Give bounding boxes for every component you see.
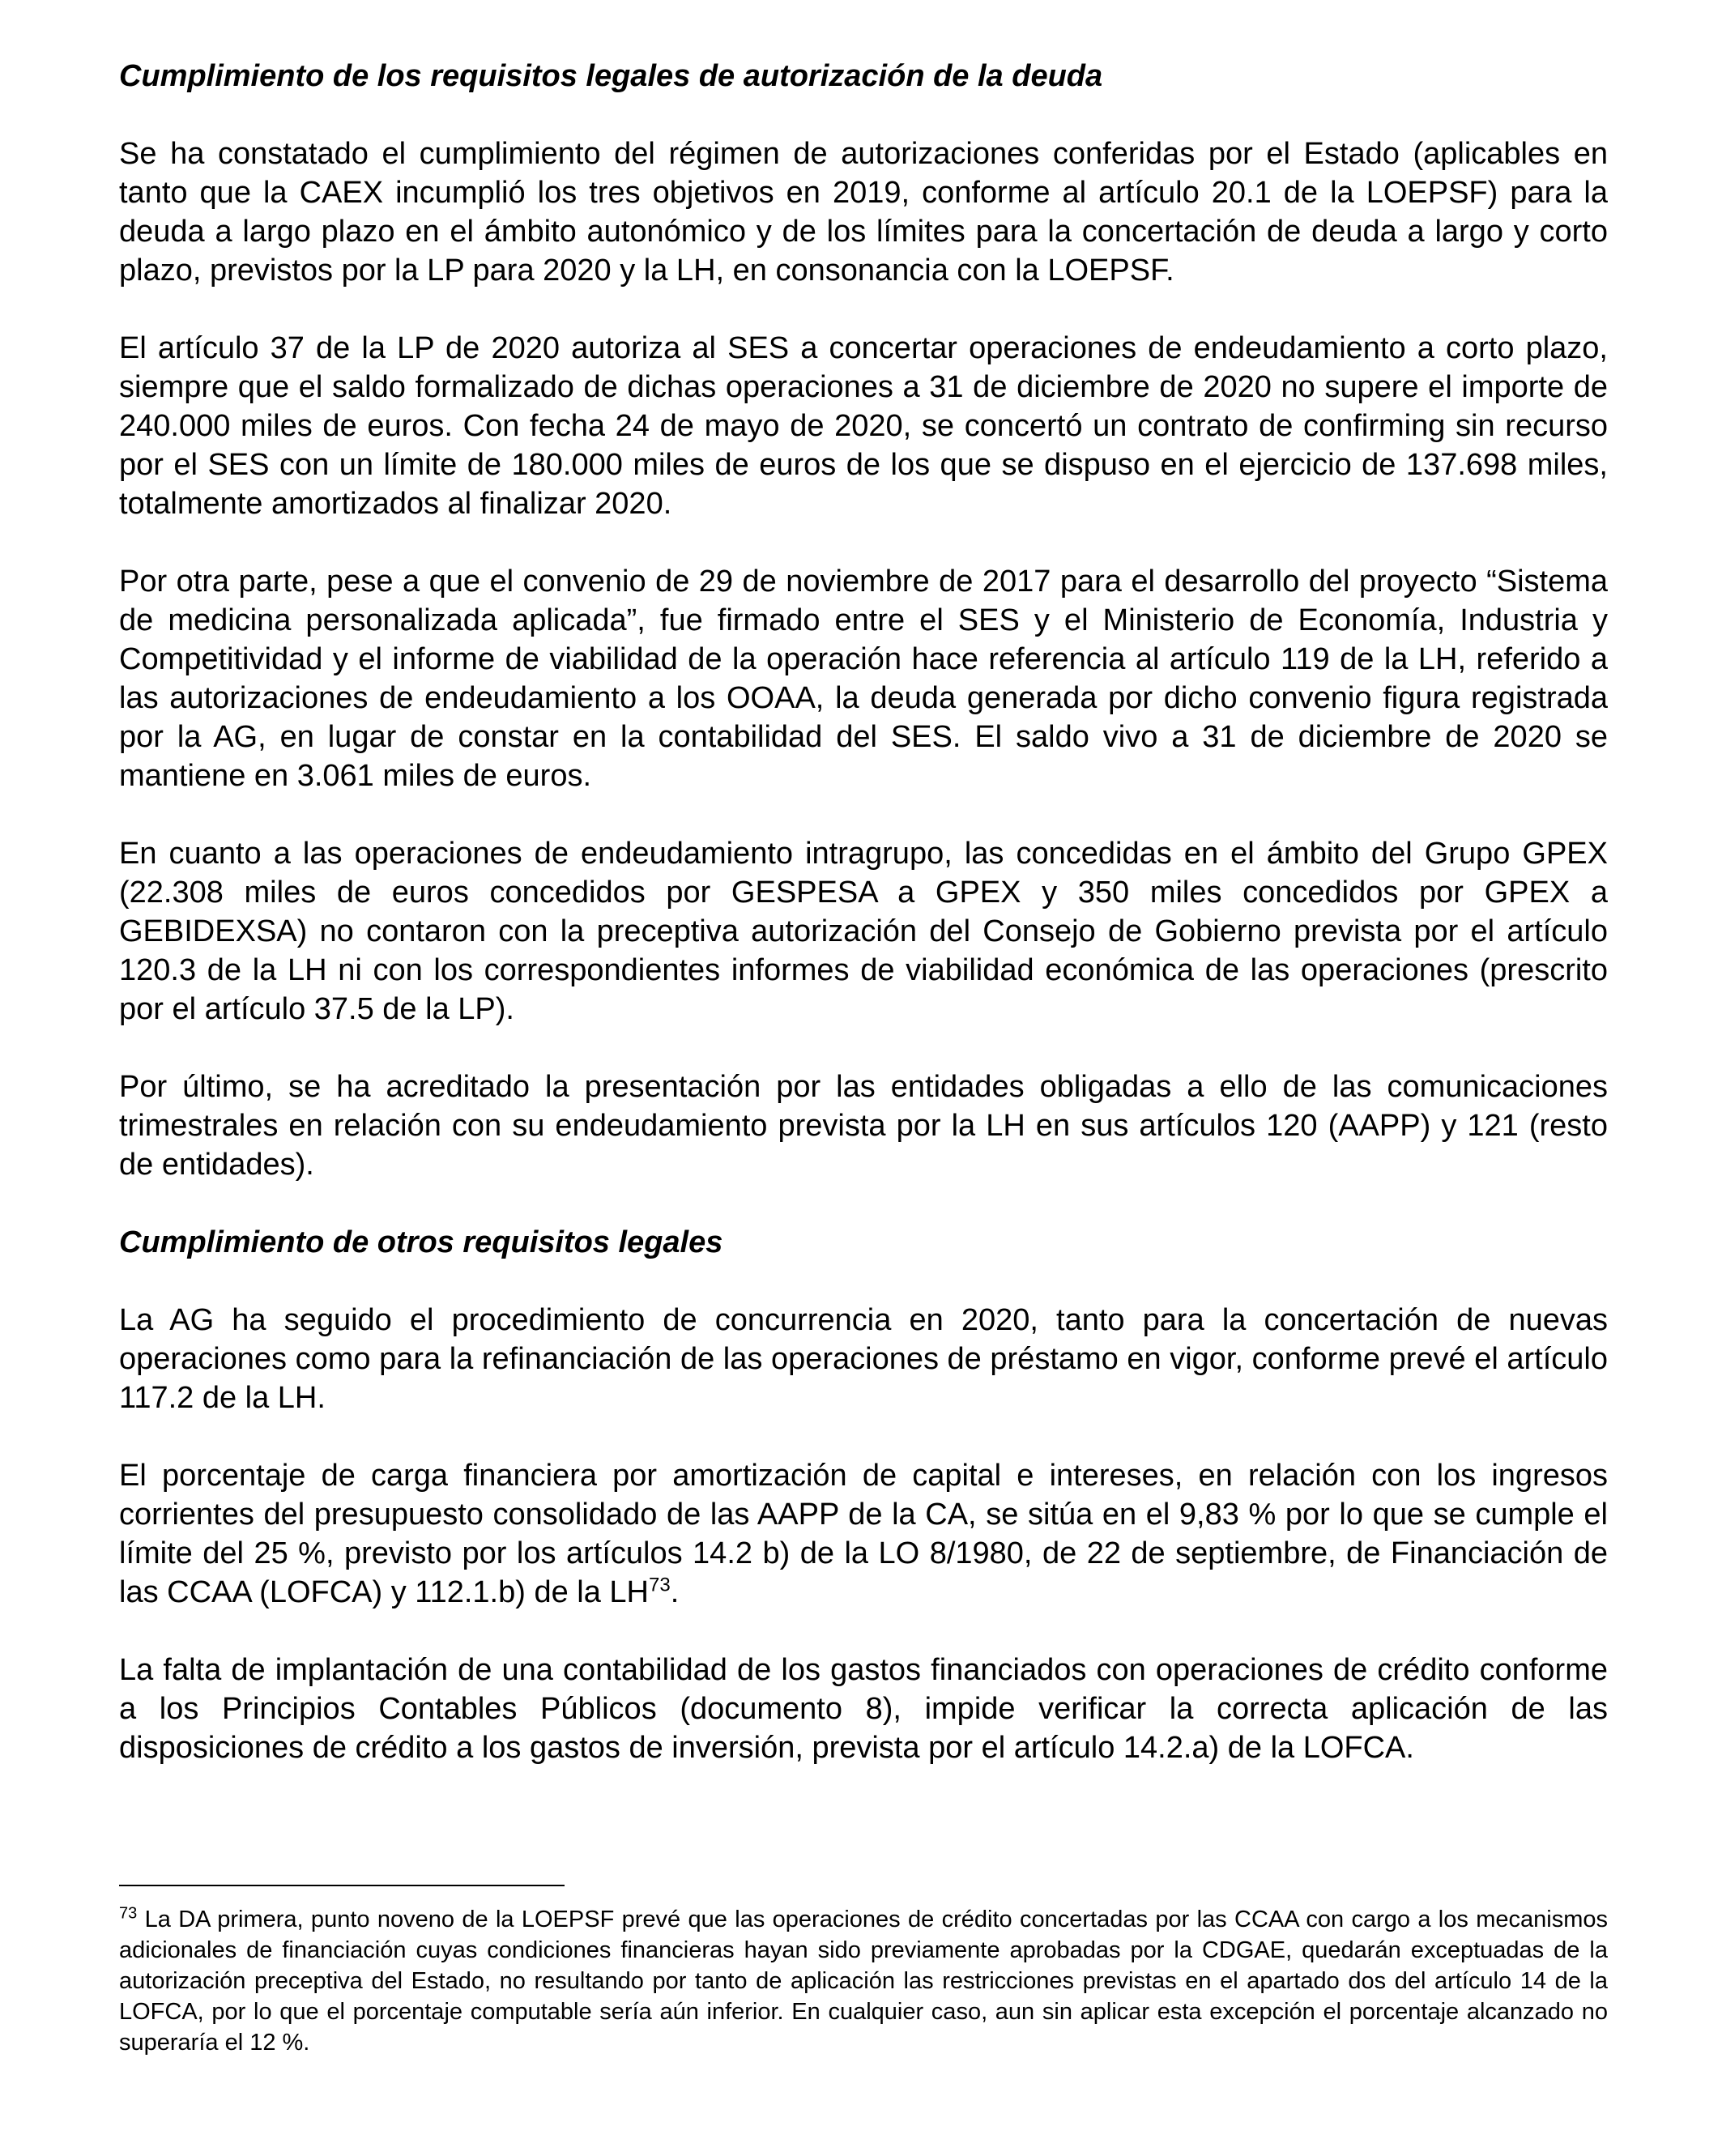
paragraph-authorization-regime: Se ha constatado el cumplimiento del régimen de autorizaciones conferidas por el Estado (aplicables en tanto que la CAEX incumplió los tres objetivos en 2019, conforme al artículo 20.1 de la LOEPSF) para la deuda a largo plazo en el ámbito autonómico y de los límites para la concertación de deuda a largo y corto plazo, previstos por la LP para 2020 y la LH, en consonancia con la LOEPSF.	[119, 137, 1608, 288]
financial-burden-end: .	[670, 1575, 680, 1609]
paragraph-quarterly-communications: Por último, se ha acreditado la presentación por las entidades obligadas a ello de las comunicaciones trimestrales en relación con su endeudamiento prevista por la LH en sus artículos 120 (AAPP) y 121 (resto de entidades).	[119, 1070, 1608, 1182]
footnote-text: La DA primera, punto noveno de la LOEPSF prevé que las operaciones de crédito concertadas por las CCAA con cargo a los mecanismos adicionales de financiación cuyas condiciones financieras hayan sido previamente aprobadas por la CDGAE, quedarán exceptuadas de la autorización preceptiva del Estado, no resultando por tanto de aplicación las restricciones previstas en el apartado dos del artículo 14 de la LOFCA, por lo que el porcentaje computable sería aún inferior. En cualquier caso, aun sin aplicar esta excepción el porcentaje alcanzado no superaría el 12 %.	[119, 1907, 1608, 2056]
footnote-number: 73	[119, 1904, 138, 1923]
footnote-divider	[119, 1885, 565, 1886]
section-heading-debt-authorization: Cumplimiento de los requisitos legales de autorización de la deuda	[119, 59, 1103, 93]
footnote-reference: 73	[649, 1574, 671, 1596]
paragraph-financial-burden	[119, 1456, 1608, 1612]
paragraph-intragroup-debt: En cuanto a las operaciones de endeudamiento intragrupo, las concedidas en el ámbito del Grupo GPEX (22.308 miles de euros concedidos por GESPESA a GPEX y 350 miles concedidos por GPEX a GEBIDEXSA) no contaron con la preceptiva autorización del Consejo de Gobierno prevista por el artículo 120.3 de la LH ni con los correspondientes informes de viabilidad económica de las operaciones (prescrito por el artículo 37.5 de la LP).	[119, 837, 1608, 1026]
document-body	[119, 57, 1608, 1767]
paragraph-accounting-implementation: La falta de implantación de una contabilidad de los gastos financiados con operaciones de crédito conforme a los Principios Contables Públicos (documento 8), impide verificar la correcta aplicación de las disposiciones de crédito a los gastos de inversión, prevista por el artículo 14.2.a) de la LOFCA.	[119, 1653, 1608, 1765]
section-heading-other-requirements: Cumplimiento de otros requisitos legales	[119, 1225, 723, 1259]
footnote	[119, 1904, 1608, 2058]
financial-burden-text: El porcentaje de carga financiera por amortización de capital e intereses, en relación con los ingresos corrientes del presupuesto consolidado de las AAPP de la CA, se sitúa en el 9,83 % por lo que se cumple el límite del 25 %, previsto por los artículos 14.2 b) de la LO 8/1980, de 22 de septiembre, de Financiación de las CCAA (LOFCA) y 112.1.b) de la LH	[119, 1459, 1608, 1609]
paragraph-concurrence-procedure: La AG ha seguido el procedimiento de concurrencia en 2020, tanto para la concertación de nuevas operaciones como para la refinanciación de las operaciones de préstamo en vigor, conforme prevé el artículo 117.2 de la LH.	[119, 1303, 1608, 1415]
paragraph-short-term-debt: El artículo 37 de la LP de 2020 autoriza al SES a concertar operaciones de endeudamiento a corto plazo, siempre que el saldo formalizado de dichas operaciones a 31 de diciembre de 2020 no supere el importe de 240.000 miles de euros. Con fecha 24 de mayo de 2020, se concertó un contrato de confirming sin recurso por el SES con un límite de 180.000 miles de euros de los que se dispuso en el ejercicio de 137.698 miles, totalmente amortizados al finalizar 2020.	[119, 331, 1608, 521]
paragraph-medicine-agreement: Por otra parte, pese a que el convenio de 29 de noviembre de 2017 para el desarrollo del proyecto “Sistema de medicina personalizada aplicada”, fue firmado entre el SES y el Ministerio de Economía, Industria y Competitividad y el informe de viabilidad de la operación hace referencia al artículo 119 de la LH, referido a las autorizaciones de endeudamiento a los OOAA, la deuda generada por dicho convenio figura registrada por la AG, en lugar de constar en la contabilidad del SES. El saldo vivo a 31 de diciembre de 2020 se mantiene en 3.061 miles de euros.	[119, 565, 1608, 793]
